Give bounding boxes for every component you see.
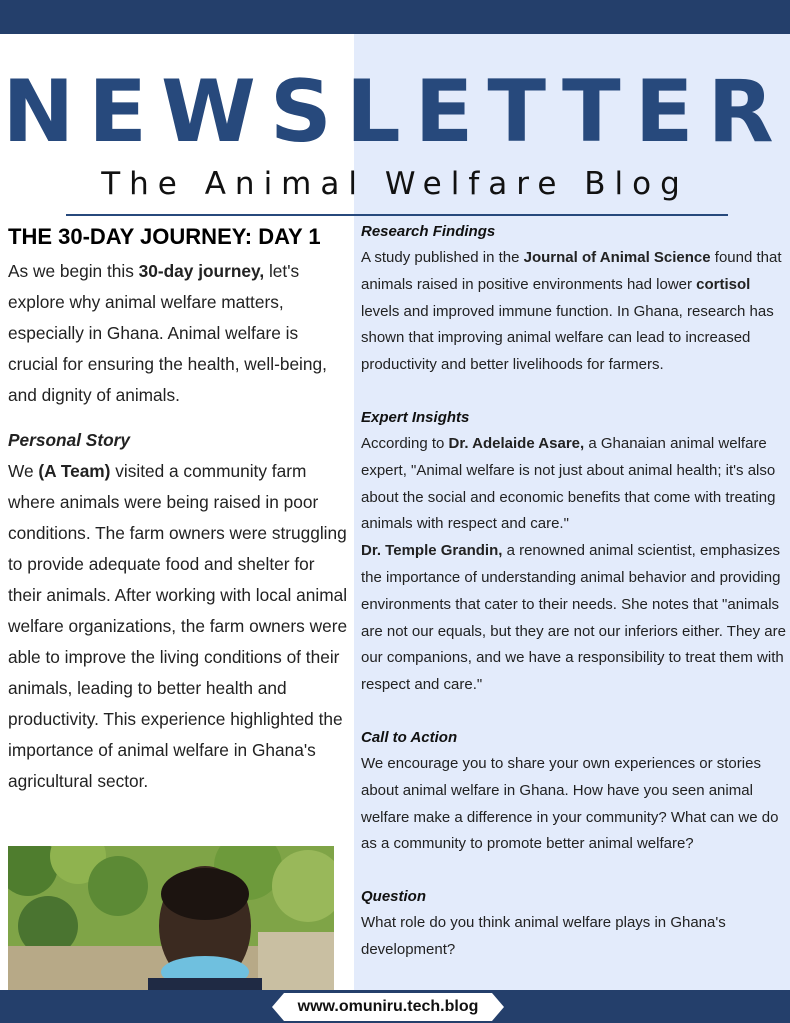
right-column xyxy=(361,219,787,964)
expert-name-grandin: Dr. Temple Grandin, xyxy=(361,542,503,560)
top-banner xyxy=(0,0,790,34)
research-paragraph xyxy=(361,245,787,379)
intro-text-2: let's explore why animal welfare matters, especially in Ghana. Animal welfare is crucial for ensuring the health, well-being, and dignity of animals. xyxy=(8,261,327,405)
title-divider xyxy=(66,214,728,216)
cta-heading: Call to Action xyxy=(361,728,458,746)
expert-text-1: According to xyxy=(361,434,449,452)
expert-heading: Expert Insights xyxy=(361,408,470,426)
article-headline: THE 30-DAY JOURNEY: DAY 1 xyxy=(8,224,321,249)
left-column xyxy=(8,222,352,797)
intro-text-1: As we begin this xyxy=(8,261,139,281)
question-heading: Question xyxy=(361,888,427,906)
intro-paragraph xyxy=(8,256,352,411)
story-heading: Personal Story xyxy=(8,430,130,450)
question-paragraph: What role do you think animal welfare plays in Ghana's development? xyxy=(361,914,726,958)
research-text-1: A study published in the xyxy=(361,249,524,266)
blog-url-link[interactable]: www.omuniru.tech.blog xyxy=(297,998,479,1015)
expert-name-asare: Dr. Adelaide Asare, xyxy=(448,434,585,452)
cta-paragraph: We encourage you to share your own experiences or stories about animal welfare in Ghana. How have you seen animal welfare make a difference in your community? What can we do as a community to promote better animal welfare? xyxy=(361,754,779,853)
expert-paragraph-1 xyxy=(361,431,787,538)
story-text-2: visited a community farm where animals were being raised in poor conditions. The farm owners were struggling to provide adequate food and shelter for their animals. After working with local animal welfare organizations, the farm owners were able to improve the living conditions of their animals, leading to better health and productivity. This experience highlighted the importance of animal welfare in Ghana's agricultural sector. xyxy=(8,461,348,791)
cortisol-term: cortisol xyxy=(696,275,751,293)
research-heading: Research Findings xyxy=(361,223,496,240)
expert-text-3: a renowned animal scientist, emphasizes the importance of understanding animal behavior and providing environments that cater to their needs. She notes that "animals are not our equals, but they are not our inferiors either. They are our companions, and we have a responsibility to treat them with respect and care." xyxy=(361,542,786,694)
research-text-3: levels and improved immune function. In Ghana, research has shown that improving animal welfare can lead to increased productivity and better livelihoods for farmers. xyxy=(361,302,774,374)
portrait-photo xyxy=(8,846,334,990)
expert-paragraph-2 xyxy=(361,538,787,699)
portrait-illustration xyxy=(8,846,334,990)
newsletter-subtitle: The Animal Welfare Blog xyxy=(101,166,689,202)
intro-bold: 30-day journey, xyxy=(138,261,265,281)
research-text-2: found that animals raised in positive environments had lower xyxy=(361,249,782,293)
journal-name: Journal of Animal Science xyxy=(523,249,711,266)
newsletter-title: NEWSLETTER xyxy=(2,62,788,162)
story-paragraph xyxy=(8,456,352,797)
story-bold: (A Team) xyxy=(38,461,111,481)
story-text-1: We xyxy=(8,461,39,481)
expert-text-2: a Ghanaian animal welfare expert, "Animal welfare is not just about animal health; it's also about the social and economic benefits that come with treating animals with respect and care." xyxy=(361,434,776,533)
